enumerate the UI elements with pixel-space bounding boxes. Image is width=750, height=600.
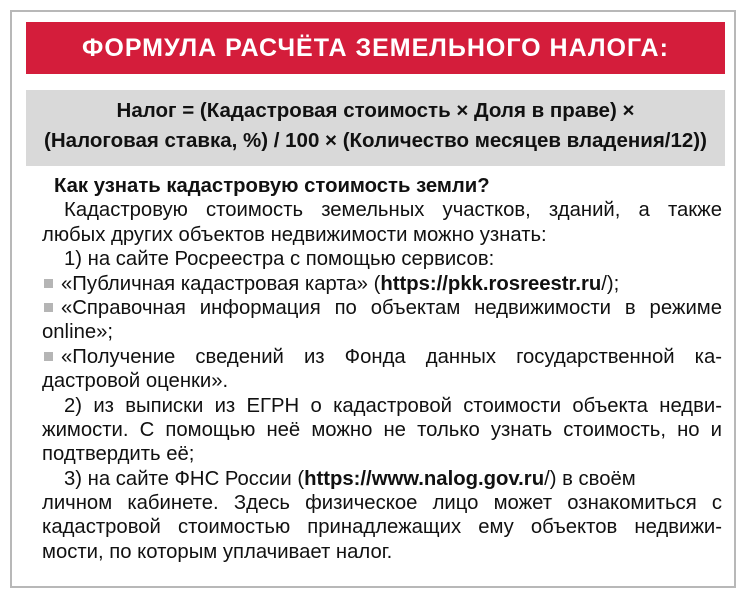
bullet-item-3: «Получение сведений из Фонда данных государственной ка- [42, 345, 722, 369]
bullet-item-2: «Справочная информация по объектам недвижимости в режиме [42, 296, 722, 320]
square-bullet-icon [44, 279, 53, 288]
bullet-item-2-cont: online»; [42, 321, 114, 344]
rosreestr-link[interactable]: https://pkk.rosreestr.ru [380, 272, 602, 295]
header-title: ФОРМУЛА РАСЧЁТА ЗЕМЕЛЬНОГО НАЛОГА: [82, 33, 669, 62]
intro-line-2: любых других объектов недвижимости можно узнать: [42, 223, 547, 246]
item2-line-1: 2) из выписки из ЕГРН о кадастровой стоимости объекта недви- [64, 394, 722, 417]
item3-line-1: 3) на сайте ФНС России (https://www.nalog.gov.ru/) в своём [64, 467, 636, 490]
bullet-item-1: «Публичная кадастровая карта» (https://pkk.rosreestr.ru/); [42, 272, 722, 296]
formula-box [26, 90, 725, 166]
square-bullet-icon [44, 352, 53, 361]
square-bullet-icon [44, 303, 53, 312]
intro-line-1: Кадастровую стоимость земельных участков, зданий, а также [64, 199, 722, 222]
nalog-link[interactable]: https://www.nalog.gov.ru [304, 467, 545, 490]
item2-line-2: жимости. С помощью неё можно не только узнать стоимость, но и [42, 418, 722, 441]
item1-label: 1) на сайте Росреестра с помощью сервисов: [64, 248, 495, 271]
infobox-header [26, 22, 725, 74]
item2-line-3: подтвердить её; [42, 443, 195, 466]
item3-line-2: личном кабинете. Здесь физическое лицо может ознакомиться с [42, 492, 722, 515]
formula-line-2: (Налоговая ставка, %) / 100 × (Количество месяцев владения/12)) [44, 129, 707, 152]
question-heading: Как узнать кадастровую стоимость земли? [54, 175, 490, 197]
bullet-item-3-cont: дастровой оценки». [42, 370, 229, 393]
item3-line-3: кадастровой стоимостью принадлежащих ему объектов недвижи- [42, 516, 722, 539]
article-body [42, 174, 722, 564]
item3-line-4: мости, по которым уплачивает налог. [42, 540, 393, 563]
formula-line-1: Налог = (Кадастровая стоимость × Доля в праве) × [116, 99, 635, 122]
